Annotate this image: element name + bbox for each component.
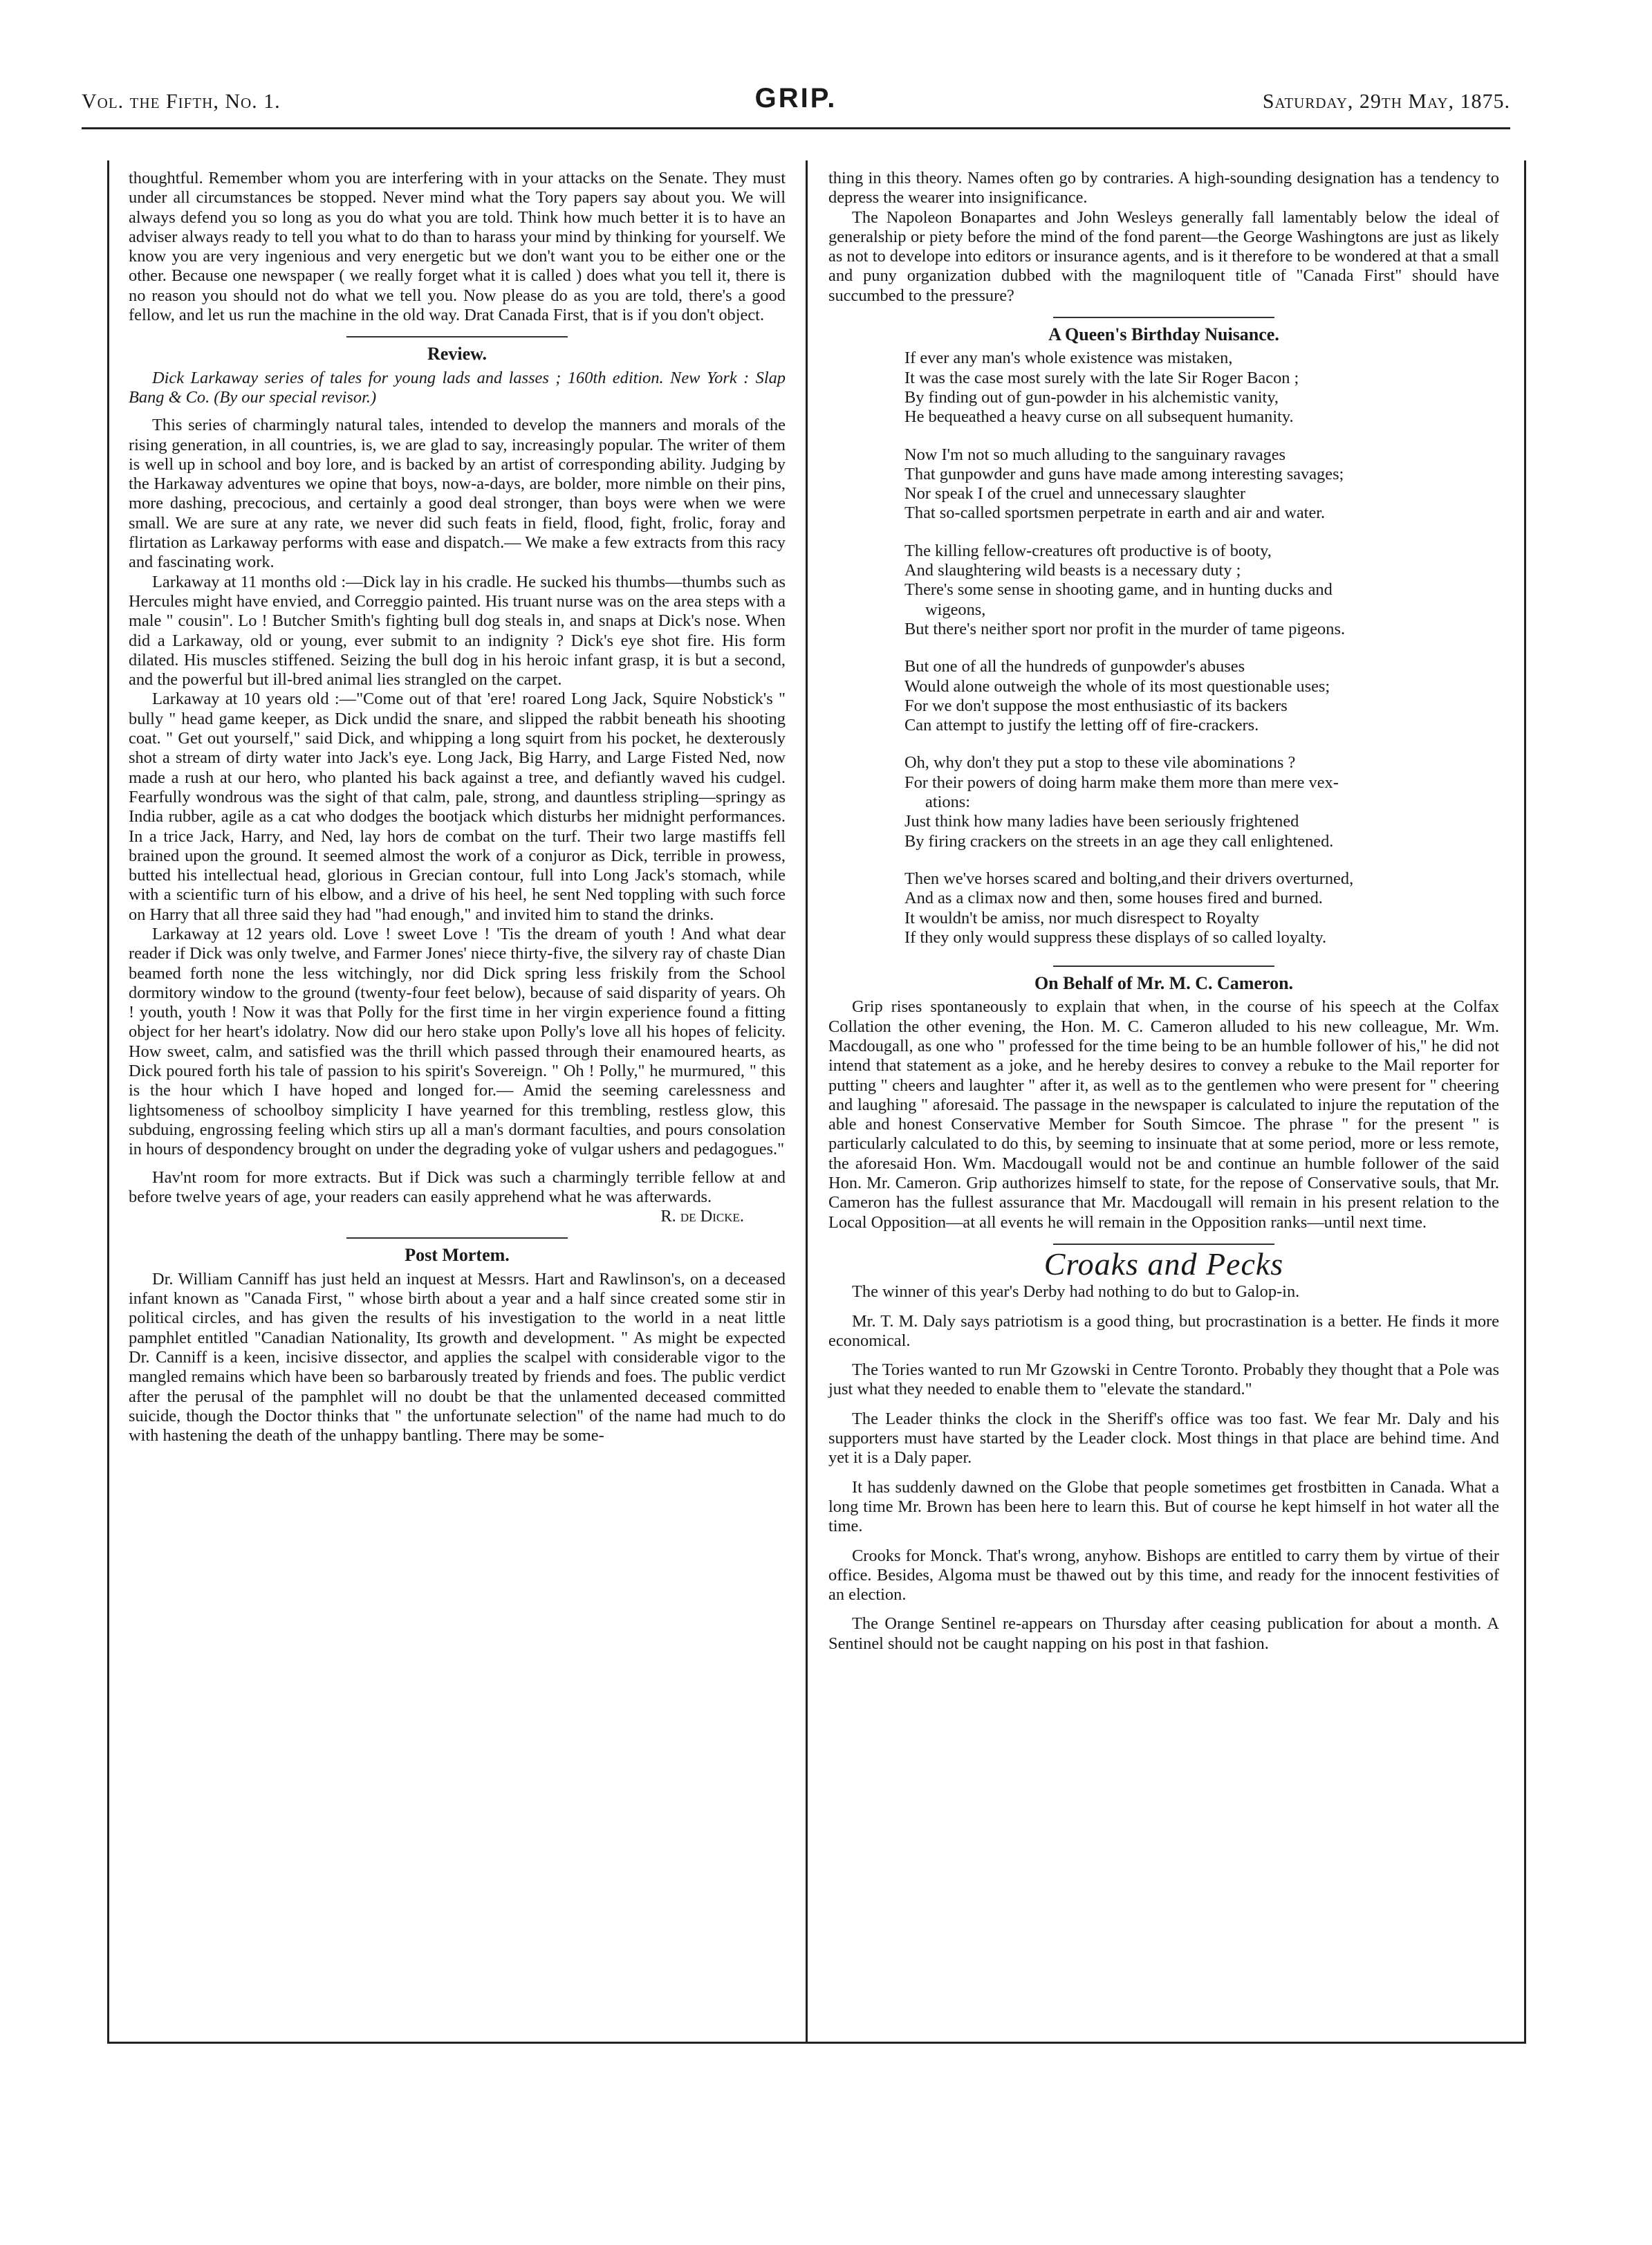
section-rule (1053, 966, 1274, 967)
right-column (828, 169, 1499, 1663)
poem-line: But one of all the hundreds of gunpowder's abuses (904, 657, 1245, 676)
poem-line: Would alone outweigh the whole of its most questionable uses; (904, 676, 1330, 696)
poem-line: For we don't suppose the most enthusiastic of its backers (904, 696, 1288, 715)
croak-item: The Tories wanted to run Mr Gzowski in Centre Toronto. Probably they thought that a Pole was just what they needed to enable them to "elevate the standard." (828, 1360, 1499, 1399)
poem-stanza (904, 445, 1499, 524)
poem-stanza (904, 753, 1499, 851)
poem-stanza (904, 349, 1499, 427)
cameron-heading: On Behalf of Mr. M. C. Cameron. (1034, 973, 1294, 994)
section-rule (1053, 317, 1274, 318)
poem-line: Just think how many ladies have been seriously frightened (904, 812, 1299, 831)
poem-line: That gunpowder and guns have made among interesting savages; (904, 464, 1344, 483)
review-paragraph: Hav'nt room for more extracts. But if Dick was such a charmingly terrible fellow at and before twelve years of age, your readers can easily apprehend what he was afterwards. (129, 1167, 786, 1206)
croak-item: Mr. T. M. Daly says patriotism is a good thing, but procrastination is a better. He finds it more economical. (828, 1311, 1499, 1350)
poem-line: The killing fellow-creatures oft productive is of booty, (904, 541, 1272, 560)
poem-heading: A Queen's Birthday Nuisance. (1048, 324, 1279, 345)
poem-line: But there's neither sport nor profit in the murder of tame pigeons. (904, 619, 1346, 638)
croaks-list (828, 1282, 1499, 1654)
review-signature: R. de Dicke. (660, 1207, 744, 1226)
review-heading: Review. (427, 344, 487, 364)
poem-line: Can attempt to justify the letting off of fire-crackers. (904, 716, 1259, 735)
masthead-title: GRIP. (754, 83, 837, 113)
poem-line: If ever any man's whole existence was mistaken, (904, 349, 1233, 368)
section-rule (346, 336, 568, 338)
senate-article-end: thoughtful. Remember whom you are interfering with in your attacks on the Senate. They must under all circumstances be stopped. Never mind what the Tory papers say about you. We will always defend you so long as you do what you are told. Think how much better it is to have an adviser always ready to tell you what to do than to harass your mind by thinking for yourself. We know you are very ingenious and very energetic but we don't want you to be either one or the other. Because one newspaper ( we really forget what it is called ) does what you tell it, there is no reason you should not do what we tell you. Now please do as you are told, there's a good fellow, and let us run the machine in the old way. Drat Canada First, that is if you don't object. (129, 169, 786, 325)
croak-item: The Leader thinks the clock in the Sheriff's office was too fast. We fear Mr. Daly and his supporters must have started by the Leader clock. Most things in that place are behind time. And yet it is a Daly paper. (828, 1409, 1499, 1468)
review-subtitle: Dick Larkaway series of tales for young lads and lasses ; 160th edition. New York : Slap Bang & Co. (By our special revisor.) (129, 368, 786, 407)
poem-stanza (904, 542, 1499, 639)
croaks-heading: Croaks and Pecks (1043, 1246, 1284, 1282)
croak-item: It has suddenly dawned on the Globe that people sometimes get frostbitten in Canada. What a long time Mr. Brown has been here to learn this. But of course he kept himself in hot water all the time. (828, 1477, 1499, 1536)
review-paragraph: Larkaway at 10 years old :—"Come out of that 'ere! roared Long Jack, Squire Nobstick's " bully " head game keeper, as Dick undid the snare, and slipped the rabbit beneath his shooting coat. " Get out yourself," said Dick, and whipping a long squirt from his pocket, he dexterously shot a stream of dirty water into Jack's eye. Long Jack, Big Harry, and Large Fisted Ned, now made a rush at our hero, who planted his back against a tree, and defiantly waved his cudgel. Fearfully wondrous was the sight of that calm, pale, strong, and dauntless stripling—springy as India rubber, agile as a cat who dodges the bootjack which disturbs her midnight performances. In a trice Jack, Harry, and Ned, lay hors de combat on the turf. Their two large mastiffs fell brained upon the ground. It seemed almost the work of a conjuror as Dick, terrible in prowess, butted his intellectual head, glorious in Grecian contour, full into Long Jack's stomach, while with a scientific turn of his elbow, and a drive of his heel, he sent Ned toppling with such force on Harry that all three said they had "had enough," and invited him to stand the drinks. (129, 690, 786, 924)
section-rule (1053, 1244, 1274, 1245)
cameron-text: Grip rises spontaneously to explain that when, in the course of his speech at the Colfax Collation the other evening, the Hon. M. C. Cameron alluded to his new colleague, Mr. Wm. Macdougall, as one who " professed for the time being to be an humble follower of his," he did not intend that statement as a joke, and he hereby desires to convey a rebuke to the Mail reporter for putting " cheers and laughter " after it, as well as to the gentlemen who were present for " cheering and laughing " aforesaid. The passage in the newspaper is calculated to injure the reputation of the able and honest Conservative Member for South Simcoe. The phrase " for the present " is particularly calculated to do this, by seeming to insinuate that at some period, more or less remote, the aforesaid Hon. Wm. Macdougall would not be and continue an humble follower of the said Hon. Mr. Cameron. Grip authorizes himself to state, for the repose of Conservative souls, that Mr. Cameron has the fullest assurance that Mr. Macdougall will remain in his present relation to the Local Opposition—at all events he will remain in the Opposition ranks—until next time. (828, 997, 1499, 1232)
poem-line: Now I'm not so much alluding to the sanguinary ravages (904, 445, 1286, 464)
poem-line: Oh, why don't they put a stop to these vile abominations ? (904, 753, 1296, 773)
volume-number: Vol. the Fifth, No. 1. (82, 90, 281, 113)
poem-line: For their powers of doing harm make them more than mere vex- (904, 773, 1339, 792)
poem-line: It wouldn't be amiss, nor much disrespect to Royalty (904, 908, 1260, 927)
croak-item: The Orange Sentinel re-appears on Thursday after ceasing publication for about a month. A Sentinel should not be caught napping on his post in that fashion. (828, 1614, 1499, 1653)
poem-line: By finding out of gun-powder in his alchemistic vanity, (904, 387, 1279, 407)
post-mortem-heading: Post Mortem. (405, 1245, 510, 1266)
poem-line: He bequeathed a heavy curse on all subsequent humanity. (904, 407, 1294, 427)
poem-line: Then we've horses scared and bolting,and their drivers overturned, (904, 869, 1354, 888)
poem-line: ations: (925, 793, 971, 812)
poem-line: And as a climax now and then, some houses fired and burned. (904, 889, 1323, 908)
page-header (82, 83, 1510, 129)
poem-line: wigeons, (925, 600, 986, 619)
review-paragraph: Larkaway at 12 years old. Love ! sweet Love ! 'Tis the dream of youth ! And what dear reader if Dick was only twelve, and Farmer Jones' niece thirty-five, the silvery ray of chaste Dian beamed forth none the less witchingly, nor did Dick spring less friskily from the School dormitory window to the ground (twenty-four feet below), because of said disparity of years. Oh ! youth, youth ! Now it was that Polly for the first time in her virgin experience found a fitting object for her heart's idolatry. Now did our hero stake upon Polly's love all his hopes of felicity. How sweet, calm, and satisfied was the thrill which passed through their enamoured hearts, as Dick poured forth his tale of passion to his spirit's Sovereign. " Oh ! Polly," he murmured, " this is the hour which I have hoped and longed for.— Amid the seeming carelessness and lightsomeness of schoolboy simplicity I have yearned for this trembling, restless glow, this subduing, engrossing feeling which stirs up all a man's dormant faculties, and pours consolation in hours of despondency brought on under the degrading yoke of vulgar ushers and pedagogues." (129, 924, 786, 1159)
issue-date: Saturday, 29th May, 1875. (1262, 90, 1510, 113)
poem-line: There's some sense in shooting game, and in hunting ducks and (904, 580, 1333, 600)
croak-item: The winner of this year's Derby had nothing to do but to Galop-in. (852, 1282, 1300, 1302)
left-column (129, 169, 786, 1445)
poem-line: If they only would suppress these displays of so called loyalty. (904, 927, 1327, 947)
post-mortem-continued: The Napoleon Bonapartes and John Wesleys generally fall lamentably below the ideal of generalship or piety before the mind of the fond parent—the George Washingtons are just as likely as not to develope into editors or insurance agents, and is it therefore to be wondered at that a small and puny organization dubbed with the magniloquent title of "Canada First" should have succumbed to the pressure? (828, 207, 1499, 305)
poem-stanza (904, 657, 1499, 735)
croak-item: Crooks for Monck. That's wrong, anyhow. Bishops are entitled to carry them by virtue of their office. Besides, Algoma must be thawed out by this time, and ready for the innocent festivities of an election. (828, 1546, 1499, 1605)
poem-line: By firing crackers on the streets in an age they call enlightened. (904, 831, 1334, 851)
poem-line: Nor speak I of the cruel and unnecessary slaughter (904, 484, 1246, 503)
section-rule (346, 1237, 568, 1239)
poem-stanza (904, 869, 1499, 948)
column-divider (806, 160, 808, 2042)
poem-body (828, 349, 1499, 948)
review-paragraph: Larkaway at 11 months old :—Dick lay in his cradle. He sucked his thumbs—thumbs such as Hercules might have envied, and Correggio painted. His truant nurse was on the area steps with a male " cousin". Lo ! Butcher Smith's fighting bull dog steals in, and snaps at Dick's nose. When did a Larkaway, old or young, ever submit to an indignity ? Dick's eye shot fire. His form dilated. His muscles stiffened. Seizing the bull dog in his heroic infant grasp, it is but a second, and the powerful but ill-bred animal lies strangled on the carpet. (129, 572, 786, 690)
poem-line: That so-called sportsmen perpetrate in earth and air and water. (904, 503, 1326, 523)
poem-line: It was the case most surely with the late Sir Roger Bacon ; (904, 368, 1299, 387)
review-paragraph: This series of charmingly natural tales, intended to develop the manners and morals of the rising generation, in all countries, is, we are glad to say, increasingly popular. The writer of them is well up in school and boy lore, and is backed by an artist of corresponding ability. Judging by the Harkaway adventures we opine that boys, now-a-days, are bolder, more nimble on their pins, more dashing, precocious, and certainly a good deal stronger, than boys were when we were small. We are sure at any rate, we never did such feats in field, flood, fight, frolic, foray and flirtation as Larkaway performs with ease and dispatch.— We make a few extracts from this racy and fascinating work. (129, 416, 786, 572)
post-mortem-continued: thing in this theory. Names often go by contraries. A high-sounding designation has a tendency to depress the wearer into insignificance. (828, 169, 1499, 207)
poem-line: And slaughtering wild beasts is a necessary duty ; (904, 561, 1241, 580)
post-mortem-text: Dr. William Canniff has just held an inquest at Messrs. Hart and Rawlinson's, on a deceased infant known as "Canada First, " whose birth about a year and a half since created some stir in political circles, and has given the results of his investigation to the world in a neat little pamphlet entitled "Canadian Nationality, Its growth and development. " As might be expected Dr. Canniff is a keen, incisive dissector, and applies the scalpel with considerable vigor to the mangled remains which have been so barbarously treated by friends and foes. The public verdict after the perusal of the pamphlet will no doubt be that the unlamented deceased committed suicide, though the Doctor thinks that " the unfortunate selection" of the name had much to do with hastening the death of the unhappy bantling. There may be some- (129, 1269, 786, 1445)
